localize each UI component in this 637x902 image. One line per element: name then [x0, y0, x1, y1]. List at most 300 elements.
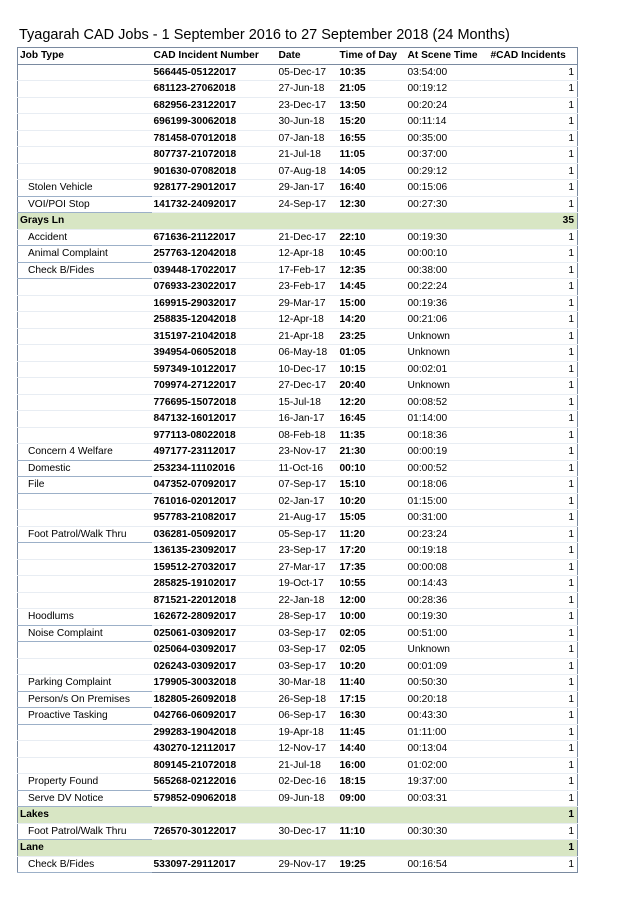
incident-number-cell: 047352-07092017 — [152, 477, 277, 494]
incident-number-cell: 025064-03092017 — [152, 642, 277, 659]
incident-count-cell: 1 — [489, 196, 578, 213]
job-type-cell — [18, 576, 152, 593]
incident-number-cell: 036281-05092017 — [152, 526, 277, 543]
date-cell: 22-Jan-18 — [277, 592, 338, 609]
incident-count-cell: 1 — [489, 279, 578, 296]
job-type-cell — [18, 147, 152, 164]
incident-number-cell: 533097-29112017 — [152, 856, 277, 873]
time-of-day-cell: 10:45 — [338, 246, 406, 263]
table-row — [18, 724, 578, 741]
job-type-cell: Accident — [18, 229, 152, 246]
time-of-day-cell: 01:05 — [338, 345, 406, 362]
incident-count-cell: 1 — [489, 427, 578, 444]
table-row — [18, 328, 578, 345]
table-row — [18, 163, 578, 180]
job-type-cell: Domestic — [18, 460, 152, 477]
date-cell: 12-Apr-18 — [277, 246, 338, 263]
incident-number-cell: 871521-22012018 — [152, 592, 277, 609]
date-cell: 30-Mar-18 — [277, 675, 338, 692]
time-of-day-cell: 14:05 — [338, 163, 406, 180]
header-cad-incidents: #CAD Incidents — [489, 48, 578, 65]
at-scene-time-cell: 00:51:00 — [406, 625, 489, 642]
job-type-cell — [18, 312, 152, 329]
job-type-cell — [18, 724, 152, 741]
table-row — [18, 757, 578, 774]
time-of-day-cell: 00:10 — [338, 460, 406, 477]
date-cell: 30-Dec-17 — [277, 823, 338, 840]
date-cell: 23-Nov-17 — [277, 444, 338, 461]
incident-number-cell: 566445-05122017 — [152, 64, 277, 81]
incident-count-cell: 1 — [489, 790, 578, 807]
job-type-cell: Concern 4 Welfare — [18, 444, 152, 461]
table-row — [18, 427, 578, 444]
at-scene-time-cell: Unknown — [406, 642, 489, 659]
job-type-cell — [18, 510, 152, 527]
at-scene-time-cell: 19:37:00 — [406, 774, 489, 791]
date-cell: 16-Jan-17 — [277, 411, 338, 428]
header-cad-incident-number: CAD Incident Number — [152, 48, 277, 65]
incident-count-cell: 1 — [489, 691, 578, 708]
time-of-day-cell: 15:20 — [338, 114, 406, 131]
header-at-scene-time: At Scene Time — [406, 48, 489, 65]
cad-jobs-table — [17, 47, 578, 873]
job-type-cell: VOI/POI Stop — [18, 196, 152, 213]
date-cell: 26-Sep-18 — [277, 691, 338, 708]
incident-number-cell: 039448-17022017 — [152, 262, 277, 279]
date-cell: 10-Dec-17 — [277, 361, 338, 378]
job-type-cell — [18, 361, 152, 378]
incident-count-cell: 1 — [489, 444, 578, 461]
at-scene-time-cell: 00:08:52 — [406, 394, 489, 411]
incident-count-cell: 1 — [489, 394, 578, 411]
table-row — [18, 675, 578, 692]
table-row — [18, 592, 578, 609]
job-type-cell — [18, 81, 152, 98]
group-total: 1 — [489, 807, 578, 824]
at-scene-time-cell: 00:16:54 — [406, 856, 489, 873]
group-total: 35 — [489, 213, 578, 230]
date-cell: 23-Sep-17 — [277, 543, 338, 560]
incident-number-cell: 901630-07082018 — [152, 163, 277, 180]
group-header-row — [18, 807, 578, 824]
incident-count-cell: 1 — [489, 97, 578, 114]
job-type-cell — [18, 559, 152, 576]
table-row — [18, 460, 578, 477]
incident-number-cell: 809145-21072018 — [152, 757, 277, 774]
table-row — [18, 708, 578, 725]
group-name: Lakes — [18, 807, 489, 824]
table-row — [18, 741, 578, 758]
time-of-day-cell: 14:40 — [338, 741, 406, 758]
table-body — [18, 64, 578, 873]
at-scene-time-cell: 00:19:36 — [406, 295, 489, 312]
table-row — [18, 609, 578, 626]
job-type-cell: Hoodlums — [18, 609, 152, 626]
table-row — [18, 147, 578, 164]
incident-count-cell: 1 — [489, 295, 578, 312]
table-row — [18, 279, 578, 296]
incident-number-cell: 497177-23112017 — [152, 444, 277, 461]
date-cell: 05-Sep-17 — [277, 526, 338, 543]
incident-count-cell: 1 — [489, 460, 578, 477]
time-of-day-cell: 16:30 — [338, 708, 406, 725]
table-row — [18, 361, 578, 378]
at-scene-time-cell: 00:19:18 — [406, 543, 489, 560]
date-cell: 02-Jan-17 — [277, 493, 338, 510]
incident-number-cell: 807737-21072018 — [152, 147, 277, 164]
table-row — [18, 411, 578, 428]
at-scene-time-cell: 00:50:30 — [406, 675, 489, 692]
job-type-cell — [18, 394, 152, 411]
incident-number-cell: 579852-09062018 — [152, 790, 277, 807]
incident-count-cell: 1 — [489, 757, 578, 774]
table-row — [18, 114, 578, 131]
table-row — [18, 823, 578, 840]
job-type-cell: Check B/Fides — [18, 856, 152, 873]
incident-count-cell: 1 — [489, 246, 578, 263]
at-scene-time-cell: 00:01:09 — [406, 658, 489, 675]
incident-count-cell: 1 — [489, 229, 578, 246]
table-row — [18, 576, 578, 593]
incident-count-cell: 1 — [489, 477, 578, 494]
incident-number-cell: 977113-08022018 — [152, 427, 277, 444]
date-cell: 28-Sep-17 — [277, 609, 338, 626]
at-scene-time-cell: 00:20:18 — [406, 691, 489, 708]
at-scene-time-cell: 00:14:43 — [406, 576, 489, 593]
date-cell: 05-Dec-17 — [277, 64, 338, 81]
job-type-cell — [18, 592, 152, 609]
at-scene-time-cell: 00:35:00 — [406, 130, 489, 147]
incident-count-cell: 1 — [489, 114, 578, 131]
incident-count-cell: 1 — [489, 559, 578, 576]
incident-count-cell: 1 — [489, 724, 578, 741]
incident-number-cell: 726570-30122017 — [152, 823, 277, 840]
date-cell: 21-Aug-17 — [277, 510, 338, 527]
table-row — [18, 559, 578, 576]
time-of-day-cell: 10:55 — [338, 576, 406, 593]
incident-number-cell: 141732-24092017 — [152, 196, 277, 213]
incident-count-cell: 1 — [489, 625, 578, 642]
time-of-day-cell: 16:45 — [338, 411, 406, 428]
incident-count-cell: 1 — [489, 493, 578, 510]
job-type-cell: Animal Complaint — [18, 246, 152, 263]
time-of-day-cell: 18:15 — [338, 774, 406, 791]
incident-number-cell: 042766-06092017 — [152, 708, 277, 725]
job-type-cell: Stolen Vehicle — [18, 180, 152, 197]
date-cell: 27-Mar-17 — [277, 559, 338, 576]
date-cell: 06-May-18 — [277, 345, 338, 362]
table-row — [18, 394, 578, 411]
at-scene-time-cell: 00:28:36 — [406, 592, 489, 609]
at-scene-time-cell: 01:11:00 — [406, 724, 489, 741]
date-cell: 11-Oct-16 — [277, 460, 338, 477]
at-scene-time-cell: 00:13:04 — [406, 741, 489, 758]
job-type-cell — [18, 427, 152, 444]
date-cell: 07-Aug-18 — [277, 163, 338, 180]
time-of-day-cell: 14:45 — [338, 279, 406, 296]
time-of-day-cell: 10:00 — [338, 609, 406, 626]
time-of-day-cell: 12:20 — [338, 394, 406, 411]
time-of-day-cell: 15:00 — [338, 295, 406, 312]
report-title: Tyagarah CAD Jobs - 1 September 2016 to 27 September 2018 (24 Months) — [19, 27, 510, 43]
time-of-day-cell: 10:20 — [338, 493, 406, 510]
at-scene-time-cell: 00:20:24 — [406, 97, 489, 114]
at-scene-time-cell: 00:31:00 — [406, 510, 489, 527]
table-row — [18, 345, 578, 362]
at-scene-time-cell: 00:19:30 — [406, 229, 489, 246]
incident-count-cell: 1 — [489, 64, 578, 81]
table-row — [18, 625, 578, 642]
incident-number-cell: 709974-27122017 — [152, 378, 277, 395]
at-scene-time-cell: 00:22:24 — [406, 279, 489, 296]
time-of-day-cell: 10:35 — [338, 64, 406, 81]
job-type-cell — [18, 163, 152, 180]
incident-number-cell: 696199-30062018 — [152, 114, 277, 131]
time-of-day-cell: 19:25 — [338, 856, 406, 873]
at-scene-time-cell: Unknown — [406, 345, 489, 362]
at-scene-time-cell: 00:15:06 — [406, 180, 489, 197]
incident-count-cell: 1 — [489, 856, 578, 873]
incident-count-cell: 1 — [489, 345, 578, 362]
job-type-cell — [18, 328, 152, 345]
at-scene-time-cell: 00:30:30 — [406, 823, 489, 840]
incident-number-cell: 025061-03092017 — [152, 625, 277, 642]
date-cell: 19-Oct-17 — [277, 576, 338, 593]
table-row — [18, 81, 578, 98]
at-scene-time-cell: 00:37:00 — [406, 147, 489, 164]
date-cell: 02-Dec-16 — [277, 774, 338, 791]
table-row — [18, 774, 578, 791]
incident-count-cell: 1 — [489, 774, 578, 791]
job-type-cell — [18, 543, 152, 560]
at-scene-time-cell: 00:43:30 — [406, 708, 489, 725]
job-type-cell — [18, 114, 152, 131]
time-of-day-cell: 23:25 — [338, 328, 406, 345]
time-of-day-cell: 16:00 — [338, 757, 406, 774]
table-row — [18, 691, 578, 708]
date-cell: 27-Jun-18 — [277, 81, 338, 98]
at-scene-time-cell: 03:54:00 — [406, 64, 489, 81]
incident-number-cell: 394954-06052018 — [152, 345, 277, 362]
incident-count-cell: 1 — [489, 361, 578, 378]
job-type-cell — [18, 741, 152, 758]
group-name: Lane — [18, 840, 489, 857]
job-type-cell — [18, 642, 152, 659]
incident-number-cell: 682956-23122017 — [152, 97, 277, 114]
incident-count-cell: 1 — [489, 708, 578, 725]
incident-number-cell: 169915-29032017 — [152, 295, 277, 312]
at-scene-time-cell: 00:18:06 — [406, 477, 489, 494]
incident-count-cell: 1 — [489, 576, 578, 593]
time-of-day-cell: 16:55 — [338, 130, 406, 147]
at-scene-time-cell: Unknown — [406, 328, 489, 345]
job-type-cell: Noise Complaint — [18, 625, 152, 642]
incident-count-cell: 1 — [489, 823, 578, 840]
incident-number-cell: 299283-19042018 — [152, 724, 277, 741]
incident-number-cell: 182805-26092018 — [152, 691, 277, 708]
job-type-cell — [18, 97, 152, 114]
job-type-cell: Serve DV Notice — [18, 790, 152, 807]
date-cell: 29-Nov-17 — [277, 856, 338, 873]
time-of-day-cell: 11:35 — [338, 427, 406, 444]
incident-count-cell: 1 — [489, 180, 578, 197]
time-of-day-cell: 15:10 — [338, 477, 406, 494]
time-of-day-cell: 02:05 — [338, 625, 406, 642]
at-scene-time-cell: 00:27:30 — [406, 196, 489, 213]
job-type-cell — [18, 378, 152, 395]
incident-number-cell: 076933-23022017 — [152, 279, 277, 296]
table-row — [18, 526, 578, 543]
incident-count-cell: 1 — [489, 163, 578, 180]
incident-count-cell: 1 — [489, 411, 578, 428]
date-cell: 09-Jun-18 — [277, 790, 338, 807]
time-of-day-cell: 17:20 — [338, 543, 406, 560]
date-cell: 27-Dec-17 — [277, 378, 338, 395]
time-of-day-cell: 11:45 — [338, 724, 406, 741]
job-type-cell: File — [18, 477, 152, 494]
time-of-day-cell: 21:05 — [338, 81, 406, 98]
incident-number-cell: 847132-16012017 — [152, 411, 277, 428]
header-date: Date — [277, 48, 338, 65]
incident-count-cell: 1 — [489, 675, 578, 692]
table-row — [18, 658, 578, 675]
date-cell: 19-Apr-18 — [277, 724, 338, 741]
incident-number-cell: 026243-03092017 — [152, 658, 277, 675]
incident-number-cell: 928177-29012017 — [152, 180, 277, 197]
incident-number-cell: 315197-21042018 — [152, 328, 277, 345]
time-of-day-cell: 09:00 — [338, 790, 406, 807]
date-cell: 12-Apr-18 — [277, 312, 338, 329]
incident-count-cell: 1 — [489, 592, 578, 609]
table-row — [18, 262, 578, 279]
incident-number-cell: 761016-02012017 — [152, 493, 277, 510]
table-row — [18, 180, 578, 197]
job-type-cell: Property Found — [18, 774, 152, 791]
time-of-day-cell: 11:20 — [338, 526, 406, 543]
incident-number-cell: 179905-30032018 — [152, 675, 277, 692]
table-row — [18, 493, 578, 510]
table-row — [18, 444, 578, 461]
date-cell: 03-Sep-17 — [277, 625, 338, 642]
table-row — [18, 312, 578, 329]
header-time-of-day: Time of Day — [338, 48, 406, 65]
job-type-cell — [18, 130, 152, 147]
time-of-day-cell: 10:20 — [338, 658, 406, 675]
at-scene-time-cell: 01:15:00 — [406, 493, 489, 510]
time-of-day-cell: 13:50 — [338, 97, 406, 114]
table-row — [18, 378, 578, 395]
at-scene-time-cell: 01:14:00 — [406, 411, 489, 428]
at-scene-time-cell: 00:23:24 — [406, 526, 489, 543]
time-of-day-cell: 17:15 — [338, 691, 406, 708]
incident-count-cell: 1 — [489, 262, 578, 279]
at-scene-time-cell: Unknown — [406, 378, 489, 395]
incident-number-cell: 671636-21122017 — [152, 229, 277, 246]
incident-number-cell: 776695-15072018 — [152, 394, 277, 411]
group-header-row — [18, 213, 578, 230]
incident-number-cell: 565268-02122016 — [152, 774, 277, 791]
job-type-cell — [18, 345, 152, 362]
table-row — [18, 543, 578, 560]
at-scene-time-cell: 00:19:12 — [406, 81, 489, 98]
date-cell: 21-Jul-18 — [277, 757, 338, 774]
date-cell: 30-Jun-18 — [277, 114, 338, 131]
at-scene-time-cell: 00:18:36 — [406, 427, 489, 444]
incident-number-cell: 253234-11102016 — [152, 460, 277, 477]
job-type-cell — [18, 658, 152, 675]
at-scene-time-cell: 00:03:31 — [406, 790, 489, 807]
date-cell: 07-Sep-17 — [277, 477, 338, 494]
incident-count-cell: 1 — [489, 378, 578, 395]
time-of-day-cell: 20:40 — [338, 378, 406, 395]
incident-number-cell: 597349-10122017 — [152, 361, 277, 378]
date-cell: 15-Jul-18 — [277, 394, 338, 411]
job-type-cell: Foot Patrol/Walk Thru — [18, 823, 152, 840]
table-row — [18, 642, 578, 659]
time-of-day-cell: 12:35 — [338, 262, 406, 279]
incident-count-cell: 1 — [489, 609, 578, 626]
time-of-day-cell: 02:05 — [338, 642, 406, 659]
incident-number-cell: 257763-12042018 — [152, 246, 277, 263]
date-cell: 24-Sep-17 — [277, 196, 338, 213]
incident-count-cell: 1 — [489, 312, 578, 329]
date-cell: 21-Apr-18 — [277, 328, 338, 345]
incident-count-cell: 1 — [489, 658, 578, 675]
incident-count-cell: 1 — [489, 543, 578, 560]
header-job-type: Job Type — [18, 48, 152, 65]
date-cell: 03-Sep-17 — [277, 658, 338, 675]
at-scene-time-cell: 00:00:19 — [406, 444, 489, 461]
time-of-day-cell: 10:15 — [338, 361, 406, 378]
incident-number-cell: 781458-07012018 — [152, 130, 277, 147]
incident-count-cell: 1 — [489, 130, 578, 147]
date-cell: 29-Jan-17 — [277, 180, 338, 197]
table-row — [18, 97, 578, 114]
time-of-day-cell: 17:35 — [338, 559, 406, 576]
date-cell: 23-Feb-17 — [277, 279, 338, 296]
time-of-day-cell: 11:40 — [338, 675, 406, 692]
incident-number-cell: 159512-27032017 — [152, 559, 277, 576]
incident-number-cell: 430270-12112017 — [152, 741, 277, 758]
table-row — [18, 510, 578, 527]
at-scene-time-cell: 00:00:10 — [406, 246, 489, 263]
time-of-day-cell: 22:10 — [338, 229, 406, 246]
table-row — [18, 196, 578, 213]
date-cell: 17-Feb-17 — [277, 262, 338, 279]
incident-number-cell: 957783-21082017 — [152, 510, 277, 527]
incident-count-cell: 1 — [489, 510, 578, 527]
incident-count-cell: 1 — [489, 526, 578, 543]
table-header-row — [18, 48, 578, 65]
date-cell: 06-Sep-17 — [277, 708, 338, 725]
date-cell: 21-Dec-17 — [277, 229, 338, 246]
group-header-row — [18, 840, 578, 857]
date-cell: 03-Sep-17 — [277, 642, 338, 659]
time-of-day-cell: 16:40 — [338, 180, 406, 197]
incident-count-cell: 1 — [489, 147, 578, 164]
table-row — [18, 295, 578, 312]
time-of-day-cell: 11:05 — [338, 147, 406, 164]
at-scene-time-cell: 00:21:06 — [406, 312, 489, 329]
at-scene-time-cell: 00:00:08 — [406, 559, 489, 576]
incident-number-cell: 285825-19102017 — [152, 576, 277, 593]
job-type-cell: Proactive Tasking — [18, 708, 152, 725]
incident-number-cell: 162672-28092017 — [152, 609, 277, 626]
time-of-day-cell: 21:30 — [338, 444, 406, 461]
time-of-day-cell: 12:30 — [338, 196, 406, 213]
job-type-cell: Person/s On Premises — [18, 691, 152, 708]
table-row — [18, 64, 578, 81]
